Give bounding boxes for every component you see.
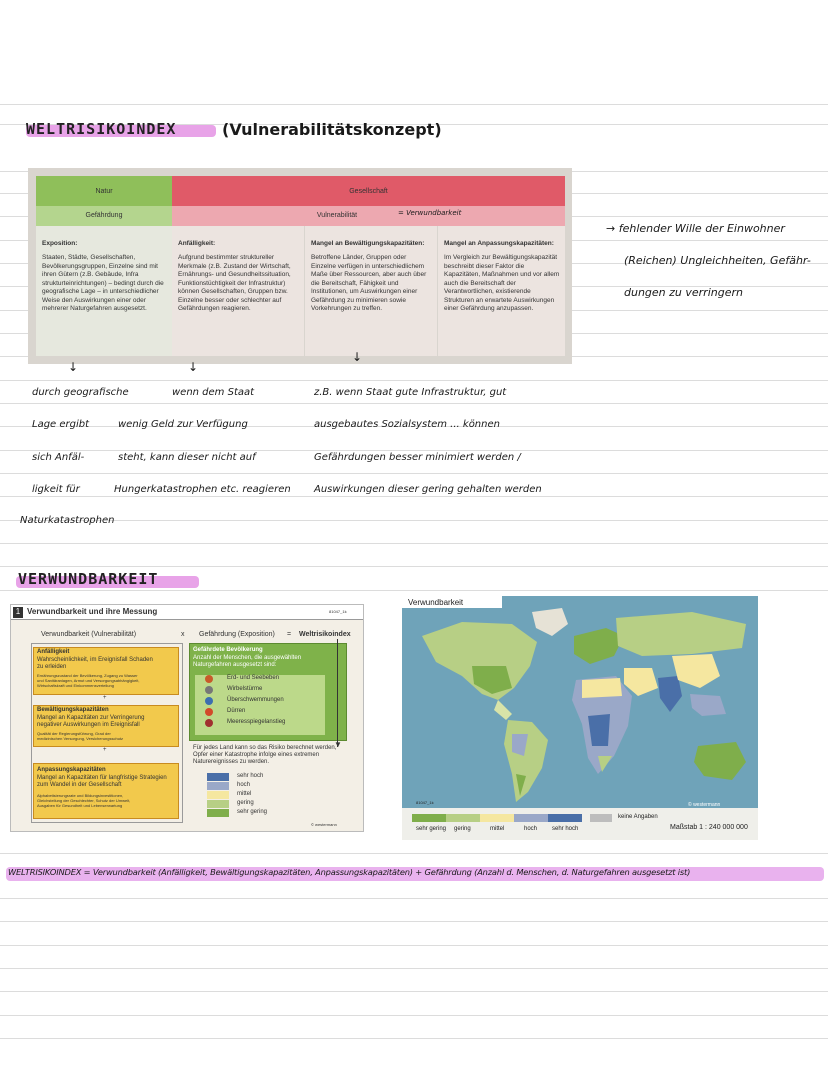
anpassung-title: Mangel an Anpassungskapazitäten: <box>444 240 554 247</box>
box2-text2: medizinischen Versorgung, Versicherungsschutz <box>37 736 124 741</box>
exposure-sub2: Naturgefahren ausgesetzt sind: <box>193 662 277 668</box>
legend-3: mittel <box>490 826 505 832</box>
sea-level-icon <box>205 719 213 727</box>
note2-line2: wenig Geld zur Verfügung <box>118 419 248 430</box>
scale-2: hoch <box>237 782 251 788</box>
box3-sub1: Mangel an Kapazitäten für langfristige Strategien <box>37 775 167 781</box>
exposure-sub1: Anzahl der Menschen, die ausgewählten <box>193 655 302 661</box>
exposure-item-1: Erd- und Seebeben <box>227 675 280 681</box>
map-publisher: © westermann <box>688 802 721 808</box>
note3-line4: Auswirkungen dieser gering gehalten werden <box>314 484 542 495</box>
earthquake-icon <box>205 675 213 683</box>
box1-text2: und Sanitäranlagen, Armut und Versorgungsabhängigkeit, <box>37 678 140 683</box>
box3-title: Anpassungskapazitäten <box>37 767 106 773</box>
box3-text3: Ausgaben für Gesundheit und Lebenserwartung <box>37 803 123 808</box>
head-x: x <box>181 631 185 638</box>
side-note-line-1: → fehlender Wille der Einwohner <box>606 222 785 235</box>
note1-line4: ligkeit für <box>32 484 80 495</box>
note2-line1: wenn dem Staat <box>172 387 255 398</box>
header-gesellschaft: Gesellschaft <box>349 188 388 195</box>
box2-title: Bewältigungskapazitäten <box>37 707 109 713</box>
legend-no-data: keine Angaben <box>618 814 658 820</box>
vulnerability-diagram <box>10 604 364 832</box>
head-gefaehrdung: Gefährdung (Exposition) <box>199 631 275 638</box>
plus-1: + <box>103 695 107 701</box>
box3-text1: Alphabetisierungsrate und Bildungsinvestitionen, <box>37 793 124 798</box>
arrow-down-icon: ↓ <box>188 360 199 374</box>
weltrisikoindex-table <box>28 168 572 364</box>
anfaelligkeit-text: Aufgrund bestimmter struktureller Merkmale (z.B. Zustand der Wirtschaft, Ernährungs- und Gesundheitssituation, Funktionstüchtigkeit der Infrastruktur) können Gesellschaften, Gruppen bzw. Einzelne besser oder schlechter auf Gefährdungen reagieren. <box>178 254 291 312</box>
note1-line1: durch geografische <box>32 387 129 398</box>
exposure-item-4: Dürren <box>227 708 246 714</box>
exposure-item-2: Wirbelstürme <box>227 686 263 692</box>
map-title: Verwundbarkeit <box>408 598 464 607</box>
head-weltrisikoindex: Weltrisikoindex <box>299 631 351 638</box>
exposure-title: Gefährdete Bevölkerung <box>193 647 263 653</box>
drought-icon <box>205 708 213 716</box>
arrow-down-icon: ▼ <box>334 740 342 749</box>
vulnerability-annotation: = Verwundbarkeit <box>398 209 462 217</box>
vulnerability-world-map <box>402 596 758 840</box>
legend-1: sehr gering <box>416 826 447 832</box>
result-text-2: Opfer einer Katastrophe infolge eines extremen <box>193 752 320 758</box>
storm-icon <box>205 686 213 694</box>
note3-line3: Gefährdungen besser minimiert werden / <box>314 452 521 463</box>
exposure-item-5: Meeresspiegelanstieg <box>227 719 286 725</box>
section-title-verwundbarkeit: VERWUNDBARKEIT <box>18 570 159 588</box>
side-note-line-2: (Reichen) Ungleichheiten, Gefähr- <box>624 254 811 267</box>
head-verwundbarkeit: Verwundbarkeit (Vulnerabilität) <box>41 631 137 638</box>
note2-line3: steht, kann dieser nicht auf <box>118 452 256 463</box>
section-subtitle: (Vulnerabilitätskonzept) <box>222 120 442 139</box>
exposition-text: Staaten, Städte, Gesellschaften, Bevölkerungsgruppen, Einzelne sind mit ihren Gütern (z.B. Gebäude, Infra strukturteinrichtungen) – bedingt durch die geografische Lage – in unterschiedlicher Weise den Auswirkungen einer oder mehrerer Naturgefahren ausgesetzt. <box>42 254 164 312</box>
anpassung-text: Im Vergleich zur Bewältigungskapazität beschreibt dieser Faktor die Kapazitäten, Maßnahmen und vor allem auch die Bereitschaft der Verantwortlichen, existierende Strukturen an erwartete Auswirkungen einer Gefährdung anzupassen. <box>444 254 560 312</box>
diagram-title: Verwundbarkeit und ihre Messung <box>27 607 158 616</box>
note3-line2: ausgebautes Sozialsystem ... können <box>314 419 500 430</box>
legend-2: gering <box>454 826 471 832</box>
exposition-title: Exposition: <box>42 240 78 247</box>
bewaeltigung-text: Betroffene Länder, Gruppen oder Einzelne verfügen in unterschiedlichem Maße über Ressourcen, aber auch über die Bereitschaft, Fähigkeit und Institutionen, um Auswirkungen einer Gefährdung zu minimieren sowie Vorkehrungen zu treffen. <box>311 254 427 312</box>
box1-sub2: zu erleiden <box>37 664 67 670</box>
box1-title: Anfälligkeit <box>37 649 70 655</box>
result-text-1: Für jedes Land kann so das Risiko berechnet werden, <box>193 745 337 751</box>
box1-sub1: Wahrscheinlichkeit, im Ereignisfall Schaden <box>37 657 153 663</box>
note1-line3: sich Anfäl- <box>32 452 85 463</box>
box2-sub2: negativer Auswirkungen im Ereignisfall <box>37 722 140 728</box>
map-code: 81047_1k <box>416 800 434 805</box>
arrow-down-icon: ↓ <box>68 360 79 374</box>
box3-text2: Gleichstellung der Geschlechter, Schutz der Umwelt, <box>37 798 131 803</box>
note2-line4: Hungerkatastrophen etc. reagieren <box>114 484 291 495</box>
note1-line2: Lage ergibt <box>32 419 90 430</box>
scale-3: mittel <box>237 791 252 797</box>
exposure-item-3: Überschwemmungen <box>227 697 284 703</box>
note1-line5: Naturkatastrophen <box>20 515 115 526</box>
box2-text1: Qualität der Regierungsführung, Grad der <box>37 731 111 736</box>
header-gefaehrdung: Gefährdung <box>85 212 123 219</box>
anfaelligkeit-title: Anfälligkeit: <box>178 240 216 247</box>
publisher-logo: © westermann <box>311 822 337 827</box>
flood-icon <box>205 697 213 705</box>
side-note-line-3: dungen zu verringern <box>624 286 743 299</box>
legend-4: hoch <box>524 826 538 832</box>
header-vulnerabilitaet: Vulnerabilität <box>316 212 358 219</box>
box3-sub2: zum Wandel in der Gesellschaft <box>37 782 122 788</box>
diagram-code: 81047_1k <box>329 609 347 614</box>
figure-number: 1 <box>13 607 23 618</box>
legend-5: sehr hoch <box>552 826 579 832</box>
arrow-down-icon: ↓ <box>352 350 363 364</box>
map-scale: Maßstab 1 : 240 000 000 <box>670 824 748 831</box>
note3-line1: z.B. wenn Staat gute Infrastruktur, gut <box>314 387 507 398</box>
result-text-3: Naturereignisses zu werden. <box>193 759 270 765</box>
header-natur: Natur <box>95 188 113 195</box>
scale-4: gering <box>237 800 254 806</box>
head-equals: = <box>287 631 292 638</box>
plus-2: + <box>103 747 107 753</box>
scale-1: sehr hoch <box>237 773 264 779</box>
box1-text3: Wirtschaftskraft und Einkommensverteilung <box>37 683 114 688</box>
box1-text1: Ernährungszustand der Bevölkerung, Zugang zu Wasser <box>37 673 138 678</box>
formula-text: WELTRISIKOINDEX = Verwundbarkeit (Anfälligkeit, Bewältigungskapazitäten, Anpassungskapazitäten) + Gefährdung (Anzahl d. Menschen, d. Naturgefahren ausgesetzt ist) <box>8 867 691 877</box>
box2-sub1: Mangel an Kapazitäten zur Verringerung <box>37 715 145 721</box>
scale-5: sehr gering <box>237 809 268 815</box>
bewaeltigung-title: Mangel an Bewältigungskapazitäten: <box>311 240 425 247</box>
section-title-weltrisikoindex: WELTRISIKOINDEX <box>26 120 177 138</box>
